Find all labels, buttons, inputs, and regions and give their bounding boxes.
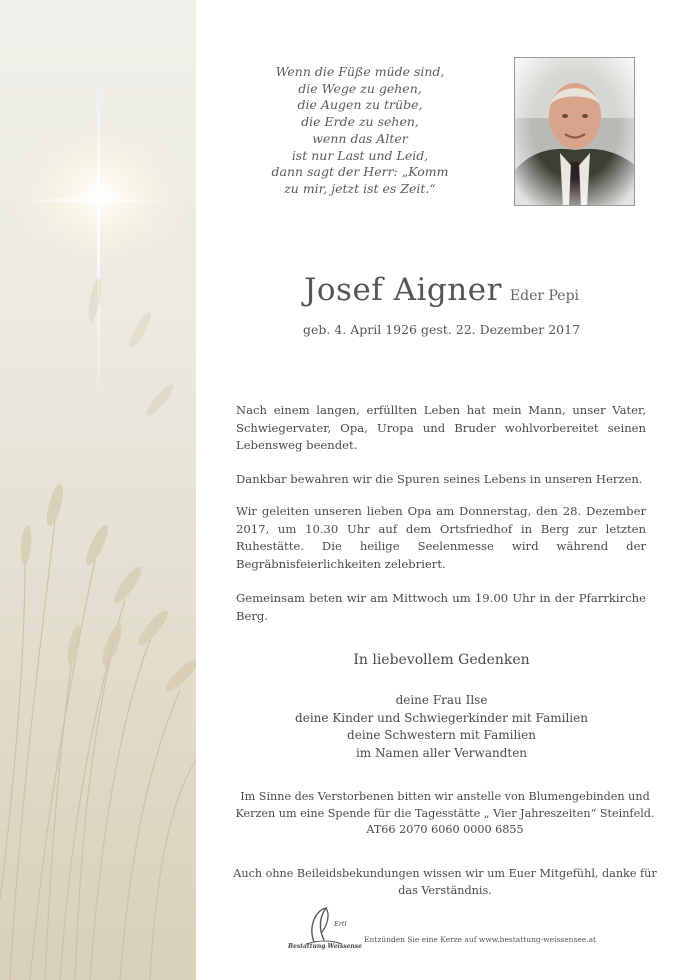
logo-wordmark-bottom: Bestattung Weissensee xyxy=(288,943,362,950)
memorial-heading: In liebevollem Gedenken xyxy=(353,652,530,668)
poem-line: wenn das Alter xyxy=(312,130,408,146)
poem-line: zu mir, jetzt ist es Zeit.“ xyxy=(284,180,436,196)
life-dates: geb. 4. April 1926 gest. 22. Dezember 2017 xyxy=(302,322,581,337)
wheat-background-image xyxy=(0,0,196,980)
gratitude-paragraph: Dankbar bewahren wir die Spuren seines Lebens in unseren Herzen. xyxy=(236,472,643,486)
mourner-line: deine Frau Ilse xyxy=(395,693,488,707)
mourners-list xyxy=(196,692,687,762)
poem-line: ist nur Last und Leid, xyxy=(291,147,429,163)
mourner-line: deine Kinder und Schwiegerkinder mit Familien xyxy=(295,710,588,725)
poem-line: dann sagt der Herr: „Komm xyxy=(271,164,449,180)
donation-line: Kerzen um eine Spende für die Tagesstätte „ Vier Jahreszeiten“ Steinfeld. xyxy=(235,806,655,820)
portrait-photo xyxy=(514,57,635,206)
closing-notice xyxy=(225,866,665,899)
deceased-name: Josef Aigner xyxy=(303,272,502,308)
closing-line: Auch ohne Beileidsbekundungen wissen wir um Euer Mitgefühl, danke für xyxy=(233,867,657,880)
poem xyxy=(240,64,480,198)
deceased-nickname: Eder Pepi xyxy=(509,288,580,304)
poem-line: die Augen zu trübe, xyxy=(297,97,423,113)
announcement-paragraph: Nach einem langen, erfüllten Leben hat mein Mann, unser Vater, Schwiegervater, Opa, Uropa und Bruder wohlvorbereitet seinen Lebensweg beendet. xyxy=(236,403,646,452)
poem-line: die Erde zu sehen, xyxy=(301,114,419,130)
poem-line: die Wege zu gehen, xyxy=(298,80,422,96)
iban: AT66 2070 6060 0000 6855 xyxy=(366,823,524,836)
logo-wordmark-top: Ertl xyxy=(334,920,347,928)
funeral-home-logo xyxy=(286,904,362,950)
donation-line: Im Sinne des Verstorbenen bitten wir anstelle von Blumengebinden und xyxy=(240,790,650,803)
donation-notice xyxy=(225,789,665,839)
mourner-line: im Namen aller Verwandten xyxy=(355,745,528,760)
closing-line: das Verständnis. xyxy=(398,883,492,897)
mourner-line: deine Schwestern mit Familien xyxy=(347,728,536,742)
poem-line: Wenn die Füße müde sind, xyxy=(275,64,445,79)
candle-website-notice: Entzünden Sie eine Kerze auf www.bestattung-weissensee.at xyxy=(364,935,597,944)
deceased-name-line xyxy=(196,272,687,308)
funeral-details-paragraph: Wir geleiten unseren lieben Opa am Donnerstag, den 28. Dezember 2017, um 10.30 Uhr auf dem Ortsfriedhof in Berg zur letzten Ruhestätte. Die heilige Seelenmesse wird während der Begräbnisfeierlichkeiten zelebriert. xyxy=(236,504,646,571)
prayer-paragraph: Gemeinsam beten wir am Mittwoch um 19.00 Uhr in der Pfarrkirche Berg. xyxy=(236,591,646,623)
